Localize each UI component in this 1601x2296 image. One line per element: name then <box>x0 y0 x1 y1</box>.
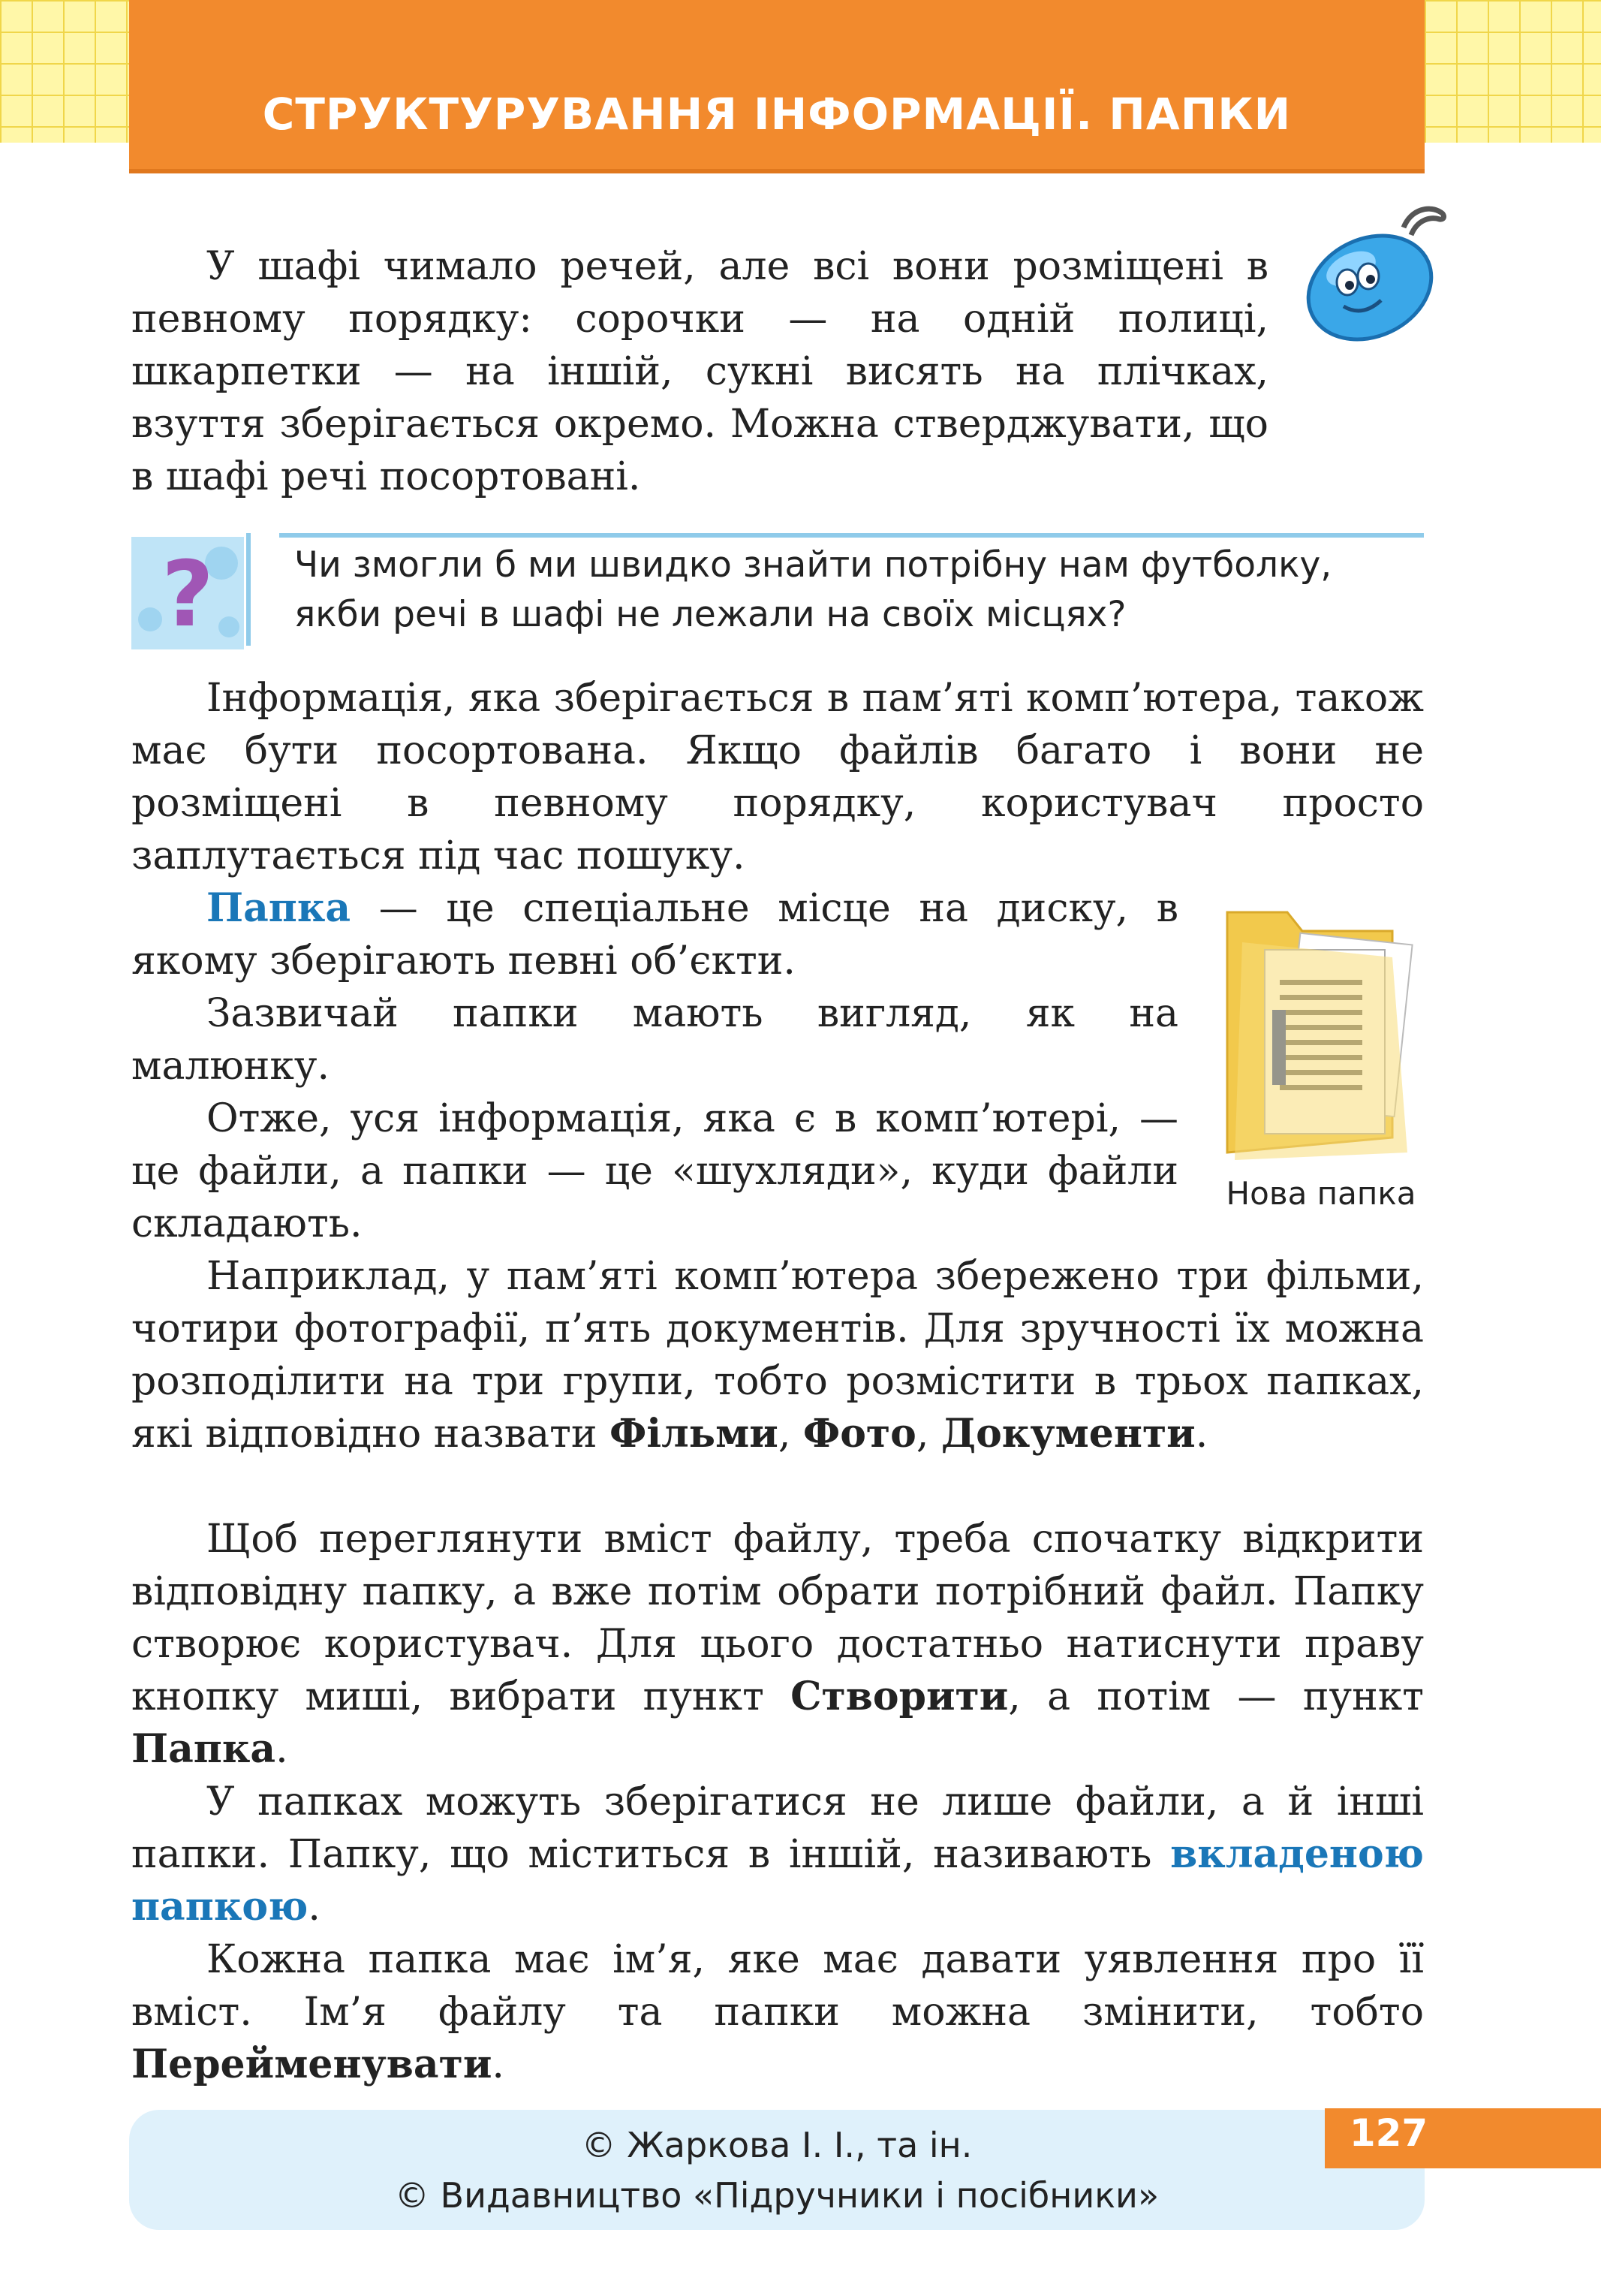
paragraph-rename: Кожна папка має ім’я, яке має давати уявлення про її вміст. Ім’я файлу та папки можна змінити, тобто Перейменувати. <box>131 1937 1424 2087</box>
question-divider <box>279 533 1424 538</box>
term-films: Фільми <box>609 1411 778 1457</box>
footer-copyright-publisher: © Видавництво «Підручники і посібники» <box>394 2175 1160 2216</box>
term-rename: Перейменувати <box>131 2041 492 2087</box>
mouse-mascot-icon <box>1291 186 1452 348</box>
question-text: Чи змогли б ми швидко знайти потрібну нам футболку, якби речі в шафі не лежали на своїх місцях? <box>294 544 1332 635</box>
paragraph-information: Інформація, яка зберігається в пам’яті комп’ютера, також має бути посортована. Якщо файлів багато і вони не розміщені в певному порядку, користувач просто заплутається під час пошуку. <box>131 676 1424 878</box>
term-nested-folder: вкладеною папкою <box>131 1831 1424 1930</box>
folder-caption: Нова папка <box>1226 1175 1416 1212</box>
paragraph-files-and-folders: Отже, уся інформація, яка є в комп’ютері, — це файли, а папки — це «шухляди», куди файли складають. <box>131 1096 1178 1246</box>
grid-decoration-right <box>1425 0 1601 143</box>
term-folder: Папка <box>206 885 351 931</box>
footer-copyright-authors: © Жаркова І. І., та ін. <box>581 2125 973 2165</box>
intro-paragraph: У шафі чимало речей, але всі вони розміщені в певному порядку: сорочки — на одній полиці, шкарпетки — на іншій, сукні висять на плічках, взуття зберігається окремо. Можна стверджувати, що в шафі речі посортовані. <box>131 244 1268 499</box>
question-mark-icon <box>131 537 244 649</box>
grid-decoration-left <box>0 0 129 143</box>
svg-text:?: ? <box>161 543 214 647</box>
paragraph-folder-look: Зазвичай папки мають вигляд, як на малюнку. <box>131 991 1178 1089</box>
page-number: 127 <box>1349 2111 1428 2155</box>
term-photo: Фото <box>802 1411 916 1457</box>
paragraph-example: Наприклад, у пам’яті комп’ютера збережено три фільми, чотири фотографії, п’ять документів. Для зручності їх можна розподілити на три групи, тобто розмістити в трьох папках, які відповідно назвати Фільми, Фото, Документи. <box>131 1254 1424 1457</box>
term-create: Створити <box>790 1674 1009 1719</box>
question-vertical-rule <box>246 533 251 646</box>
folder-icon <box>1220 897 1445 1175</box>
term-documents: Документи <box>940 1411 1196 1457</box>
term-folder-menu: Папка <box>131 1726 276 1772</box>
header-banner <box>129 0 1425 169</box>
page-title: СТРУКТУРУВАННЯ ІНФОРМАЦІЇ. ПАПКИ <box>262 89 1292 140</box>
paragraph-create-folder: Щоб переглянути вміст файлу, треба спочатку відкрити відповідну папку, а вже потім обрати потрібний файл. Папку створює користувач. Для цього достатньо натиснути праву кнопку миші, вибрати пункт Створити, а потім — пункт Папка. <box>131 1517 1424 1772</box>
paragraph-folder-definition: Папка — це спеціальне місце на диску, в якому зберігають певні об’єкти. <box>131 885 1178 984</box>
paragraph-nested-folder: У папках можуть зберігатися не лише файли, а й інші папки. Папку, що міститься в іншій, називають вкладеною папкою. <box>131 1779 1424 1930</box>
